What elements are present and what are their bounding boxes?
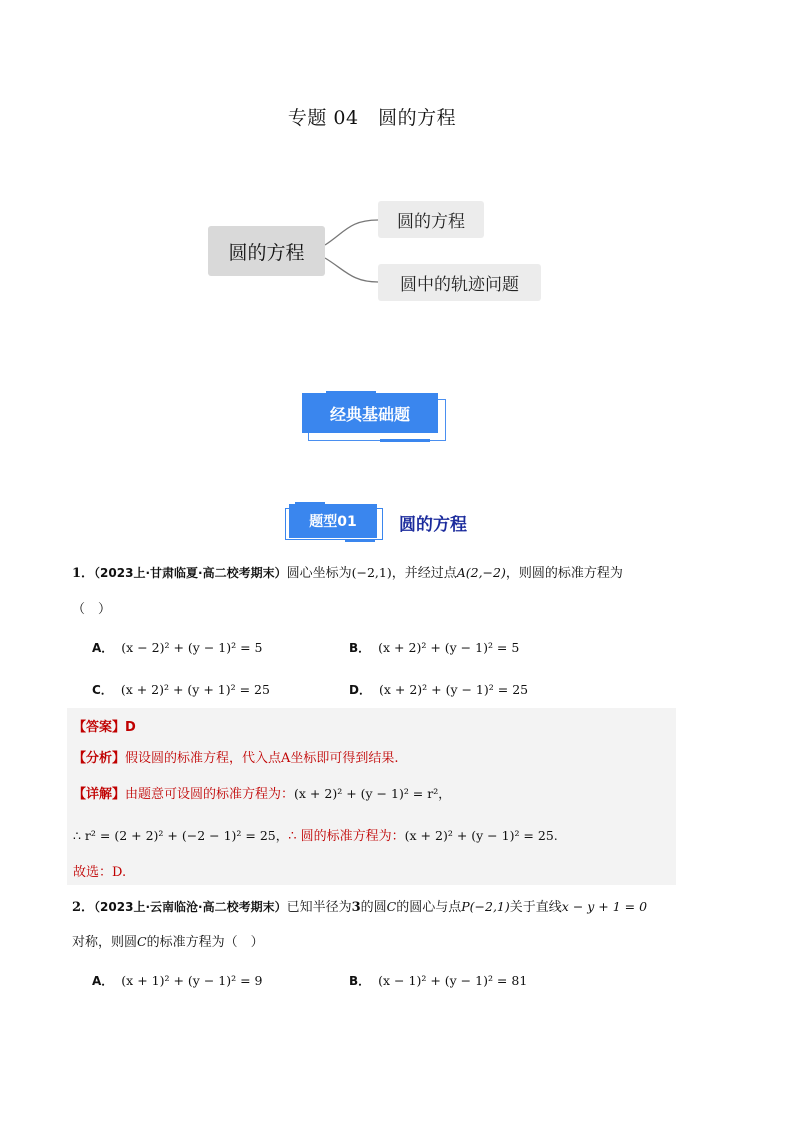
option-a (92, 637, 262, 656)
detail-text: ∴ 圆的标准方程为： (288, 829, 405, 844)
option-label: A． (92, 641, 114, 655)
q2-option-a (92, 970, 262, 989)
option-d (349, 679, 528, 698)
math-point: P(−2,1) (461, 899, 510, 914)
math-c: C (386, 899, 397, 914)
option-label: C． (92, 683, 113, 697)
stem-text: 关于直线 (509, 900, 562, 915)
question-source: （2023上·甘肃临夏·高二校考期末） (94, 566, 287, 580)
question-source: （2023上·云南临沧·高二校考期末） (94, 900, 287, 914)
option-label: D． (349, 683, 371, 697)
math-center: (−2,1) (351, 565, 392, 580)
question-number: 1． (72, 566, 95, 581)
stem-text: 已知半径为 (286, 900, 352, 915)
option-expr: (x + 2)² + (y + 1)² = 25 (120, 682, 270, 697)
section-title: 圆的方程 (399, 515, 467, 535)
detail-line (73, 783, 451, 802)
analysis-key: 【分析】 (73, 751, 126, 766)
stem-text: 圆心坐标为 (286, 566, 352, 581)
answer-key: 【答案】 (73, 720, 126, 735)
option-label: A． (92, 974, 114, 988)
section-tag-label: 题型01 (289, 504, 377, 538)
question-2-stem-2 (72, 932, 264, 953)
mindmap-root: 圆的方程 (208, 226, 325, 276)
detail-line-2 (73, 825, 558, 844)
answer-line (73, 716, 136, 735)
question-1-paren: （ ） (72, 602, 112, 617)
stem-radius: 3 (351, 900, 361, 915)
option-expr: (x + 1)² + (y − 1)² = 9 (121, 973, 263, 988)
analysis-line (73, 747, 399, 766)
mindmap-branch-2: 圆中的轨迹问题 (378, 264, 541, 301)
option-label: B． (349, 974, 371, 988)
classic-basics-banner (300, 391, 447, 443)
stem-text: 的圆 (360, 900, 387, 915)
question-number: 2． (72, 900, 95, 915)
math-line: x − y + 1 = 0 (561, 899, 648, 914)
banner-label: 经典基础题 (302, 393, 438, 433)
document-title: 专题 04 圆的方程 (287, 107, 457, 129)
stem-text: 的圆心与点 (396, 900, 462, 915)
math-c: C (137, 934, 147, 949)
detail-equation: (x + 2)² + (y − 1)² = 25. (404, 828, 558, 843)
stem-text: 对称，则圆 (72, 935, 138, 950)
option-b (349, 637, 519, 656)
stem-text: 的标准方程为（ ） (146, 935, 264, 950)
detail-text: 由题意可设圆的标准方程为： (125, 787, 295, 802)
option-expr: (x − 1)² + (y − 1)² = 81 (378, 973, 528, 988)
conclusion-line: 故选：D. (73, 865, 127, 880)
option-label: B． (349, 641, 371, 655)
q2-option-b (349, 970, 527, 989)
analysis-text: 假设圆的标准方程，代入点A坐标即可得到结果. (125, 751, 399, 766)
mindmap-connectors (0, 0, 794, 400)
stem-text: ，并经过点 (391, 566, 457, 581)
question-2-stem (72, 897, 682, 918)
option-expr: (x + 2)² + (y − 1)² = 25 (378, 682, 529, 697)
detail-equation: ∴ r² = (2 + 2)² + (−2 − 1)² = 25， (73, 828, 289, 843)
math-point: A(2,−2) (456, 565, 506, 580)
detail-key: 【详解】 (73, 787, 126, 802)
question-1-stem (72, 563, 623, 584)
section-tag (285, 502, 387, 542)
option-expr: (x + 2)² + (y − 1)² = 5 (378, 640, 520, 655)
stem-text: ，则圆的标准方程为 (505, 566, 623, 581)
detail-equation: (x + 2)² + (y − 1)² = r²， (294, 786, 451, 801)
mindmap-branch-1: 圆的方程 (378, 201, 484, 238)
option-expr: (x − 2)² + (y − 1)² = 5 (121, 640, 263, 655)
option-c (92, 679, 270, 698)
answer-value: D (125, 720, 136, 735)
